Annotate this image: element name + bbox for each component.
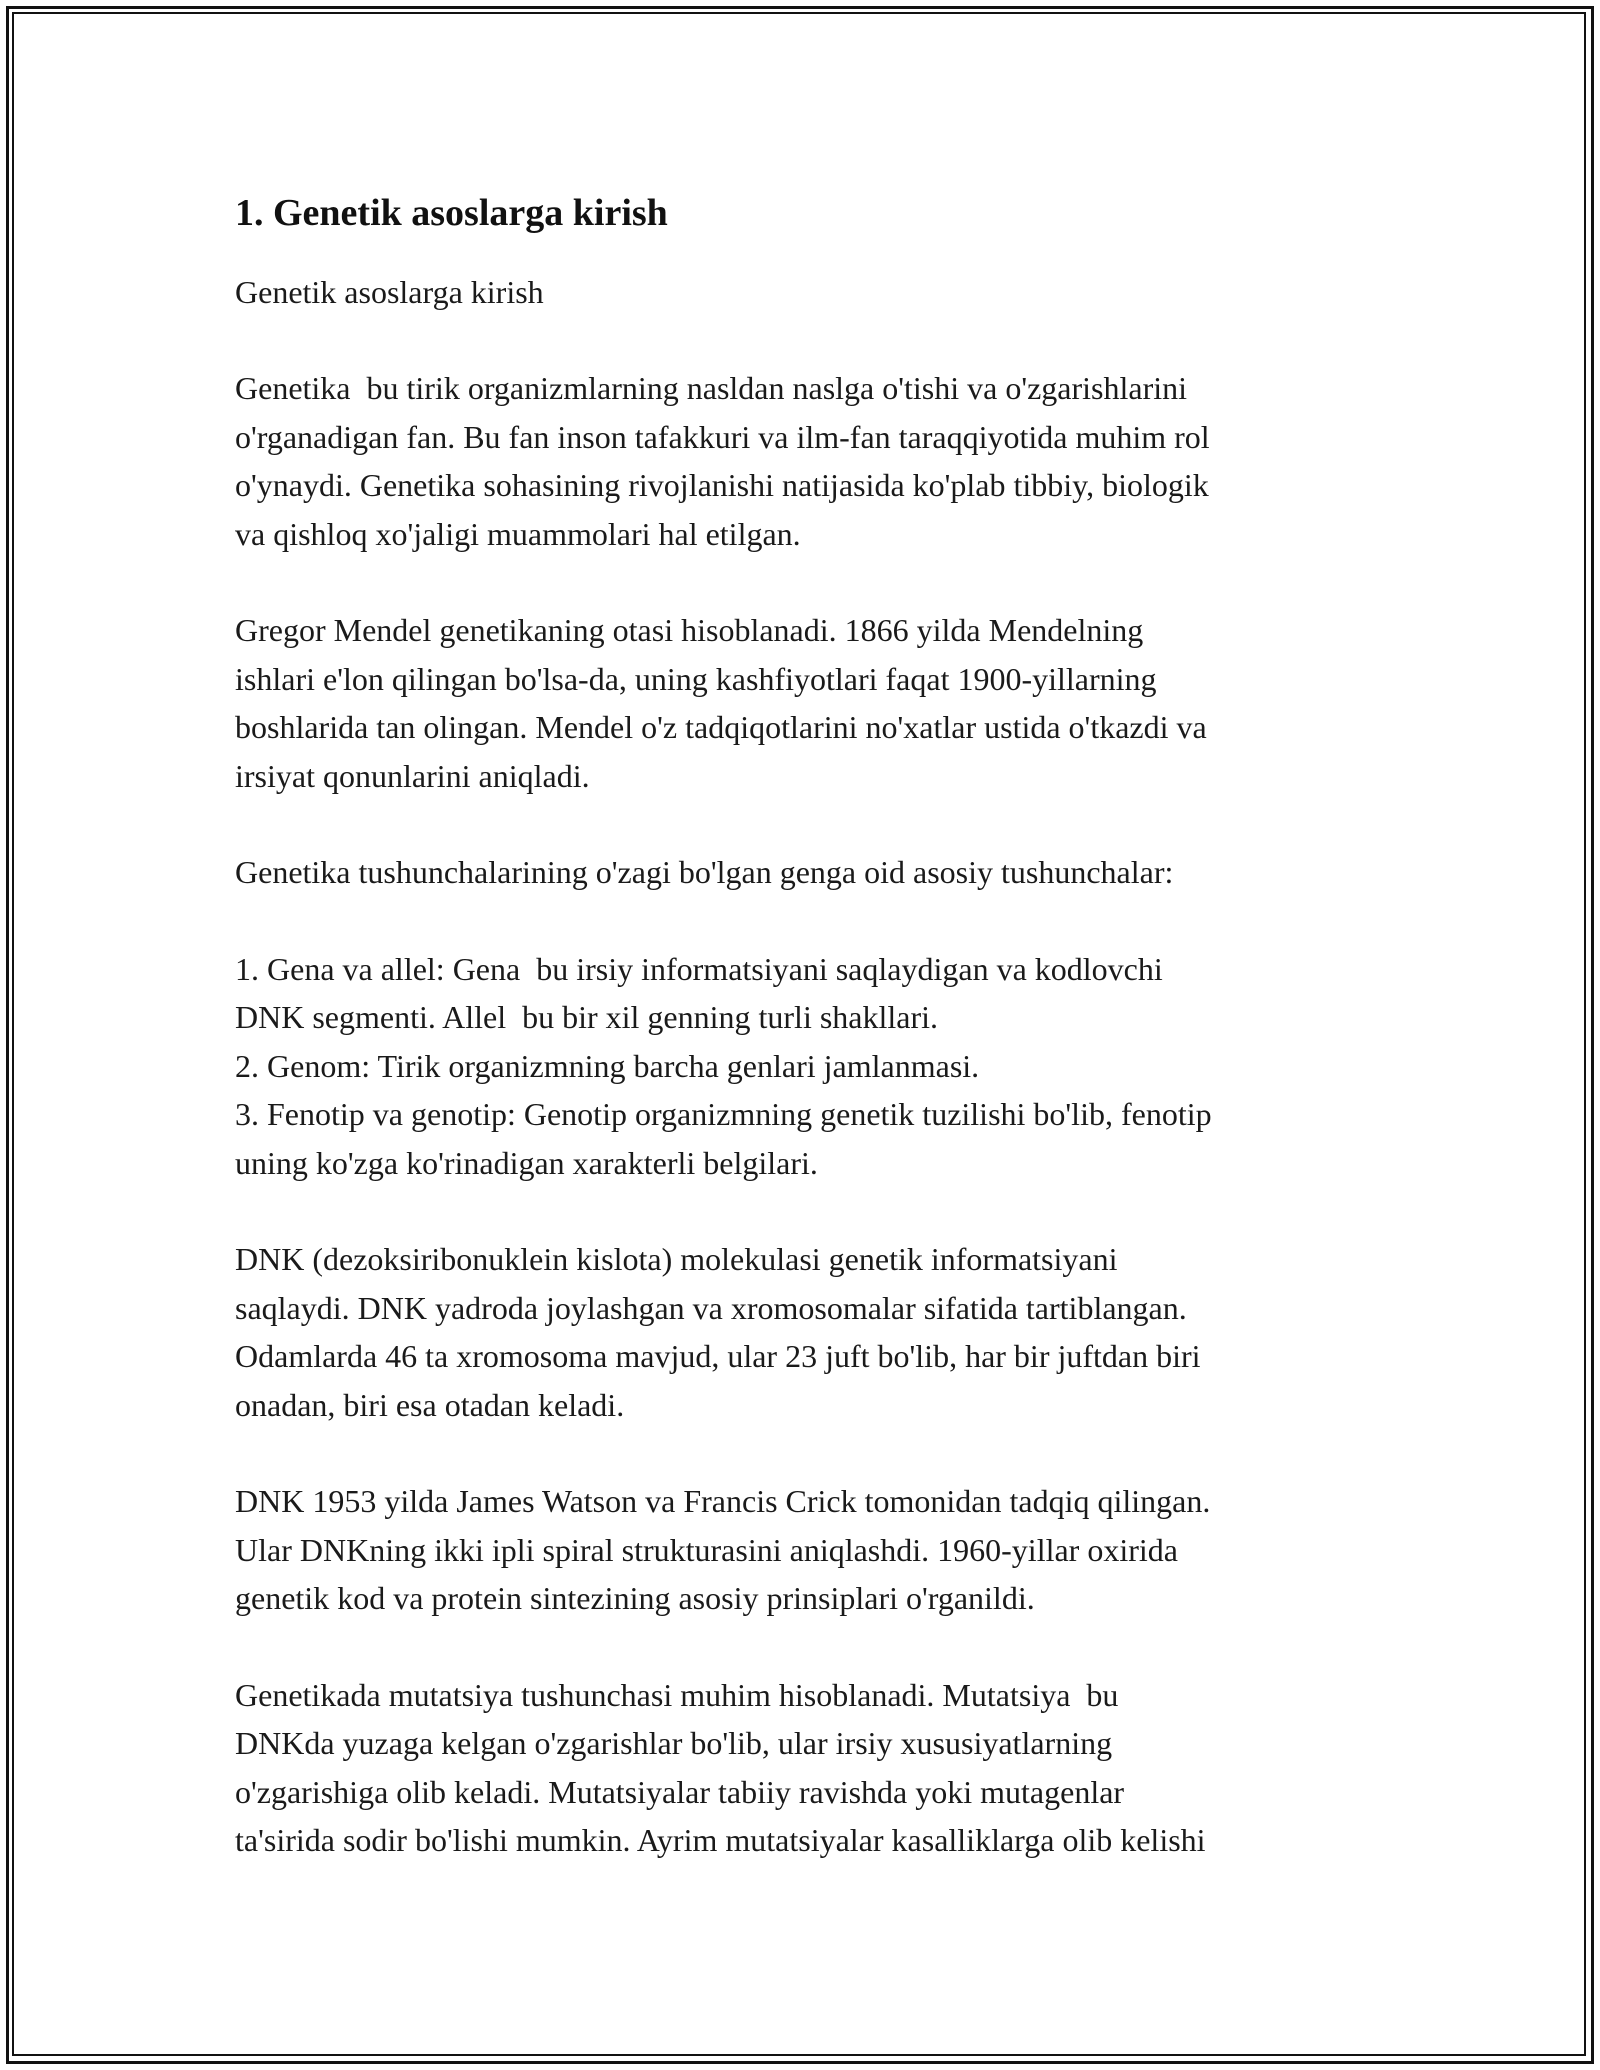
paragraph xyxy=(235,1235,1365,1429)
text-line: 3. Fenotip va genotip: Genotip organizmning genetik tuzilishi bo'lib, fenotip xyxy=(235,1096,1212,1132)
section-heading: 1. Genetik asoslarga kirish xyxy=(235,192,668,234)
text-line: onadan, biri esa otadan keladi. xyxy=(235,1386,625,1423)
text-line: Ular DNKning ikki ipli spiral strukturasini aniqlashdi. 1960-yillar oxirida xyxy=(235,1531,1178,1568)
text-line: DNK (dezoksiribonuklein kislota) molekulasi genetik informatsiyani xyxy=(235,1241,1118,1277)
text-line: DNK segmenti. Allel bu bir xil genning turli shakllari. xyxy=(235,999,939,1035)
paragraph-list xyxy=(235,364,1365,1865)
text-line: ta'sirida sodir bo'lishi mumkin. Ayrim mutatsiyalar kasalliklarga olib kelishi xyxy=(235,1822,1206,1858)
document-body xyxy=(235,188,1365,1913)
text-line: o'rganadigan fan. Bu fan inson tafakkuri va ilm-fan taraqqiyotida muhim rol xyxy=(235,418,1210,455)
text-line: Genetika bu tirik organizmlarning nasldan naslga o'tishi va o'zgarishlarini xyxy=(235,370,1188,406)
text-line: uning ko'zga ko'rinadigan xarakterli belgilari. xyxy=(235,1144,818,1181)
text-line: boshlarida tan olingan. Mendel o'z tadqiqotlarini no'xatlar ustida o'tkazdi va xyxy=(235,709,1207,745)
text-line: Odamlarda 46 ta xromosoma mavjud, ular 23 juft bo'lib, har bir juftdan biri xyxy=(235,1338,1201,1374)
text-line: ishlari e'lon qilingan bo'lsa-da, uning kashfiyotlari faqat 1900-yillarning xyxy=(235,660,1157,697)
paragraph xyxy=(235,945,1365,1188)
text-line: 2. Genom: Tirik organizmning barcha genlari jamlanmasi. xyxy=(235,1047,980,1084)
text-line: DNK 1953 yilda James Watson va Francis Crick tomonidan tadqiq qilingan. xyxy=(235,1483,1211,1519)
text-line: va qishloq xo'jaligi muammolari hal etilgan. xyxy=(235,515,801,552)
section-subtitle: Genetik asoslarga kirish xyxy=(235,274,544,310)
paragraph xyxy=(235,364,1365,558)
paragraph xyxy=(235,1671,1365,1865)
paragraph xyxy=(235,848,1365,897)
text-line: Gregor Mendel genetikaning otasi hisoblanadi. 1866 yilda Mendelning xyxy=(235,612,1144,648)
text-line: o'ynaydi. Genetika sohasining rivojlanishi natijasida ko'plab tibbiy, biologik xyxy=(235,467,1209,503)
text-line: genetik kod va protein sintezining asosiy prinsiplari o'rganildi. xyxy=(235,1580,1035,1616)
paragraph xyxy=(235,1477,1365,1623)
text-line: irsiyat qonunlarini aniqladi. xyxy=(235,757,590,794)
text-line: Genetikada mutatsiya tushunchasi muhim hisoblanadi. Mutatsiya bu xyxy=(235,1676,1119,1713)
text-line: o'zgarishiga olib keladi. Mutatsiyalar tabiiy ravishda yoki mutagenlar xyxy=(235,1773,1125,1810)
text-line: Genetika tushunchalarining o'zagi bo'lgan genga oid asosiy tushunchalar: xyxy=(235,854,1174,890)
text-line: 1. Gena va allel: Gena bu irsiy informatsiyani saqlaydigan va kodlovchi xyxy=(235,950,1163,987)
paragraph xyxy=(235,606,1365,800)
text-line: saqlaydi. DNK yadroda joylashgan va xromosomalar sifatida tartiblangan. xyxy=(235,1289,1187,1326)
text-line: DNKda yuzaga kelgan o'zgarishlar bo'lib, ular irsiy xususiyatlarning xyxy=(235,1725,1113,1761)
